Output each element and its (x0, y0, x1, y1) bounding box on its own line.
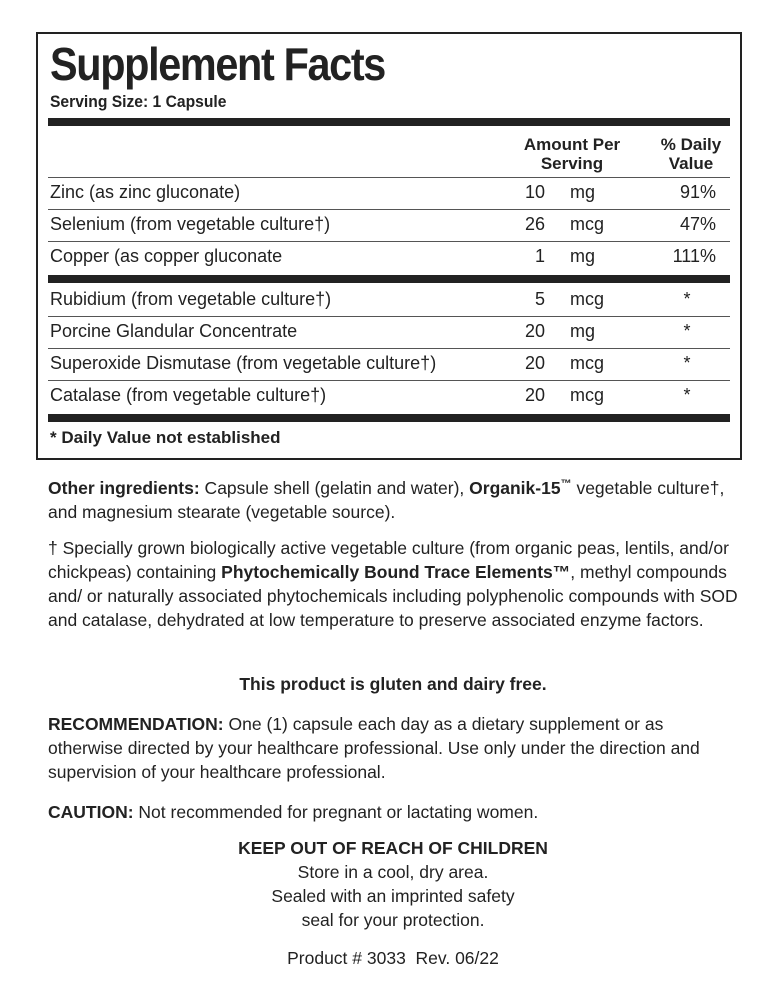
nutrient-amount: 20 (524, 353, 545, 373)
nutrient-daily-value: * (683, 353, 691, 373)
nutrient-unit: mcg (570, 289, 605, 309)
storage-block (48, 836, 738, 932)
nutrient-row (48, 209, 730, 240)
product-number: Product # 3033 Rev. 06/22 (287, 948, 499, 968)
nutrient-amount: 20 (524, 321, 545, 341)
nutrient-row (48, 284, 730, 315)
nutrient-row (48, 177, 730, 208)
group-thick-rule (48, 275, 730, 283)
nutrient-amount: 20 (524, 385, 545, 405)
nutrient-name: Catalase (from vegetable culture†) (50, 385, 327, 405)
storage-line: Sealed with an imprinted safety (271, 886, 515, 906)
dagger-note (48, 536, 738, 632)
serving-size: Serving Size: 1 Capsule (50, 92, 227, 111)
nutrient-daily-value: * (683, 289, 691, 309)
other-ingredients (48, 472, 738, 524)
nutrient-daily-value: 111% (672, 246, 716, 266)
nutrient-daily-value: * (683, 321, 691, 341)
recommendation-label: RECOMMENDATION: (48, 714, 224, 734)
supplement-facts-panel (36, 32, 742, 460)
caution-text: Not recommended for pregnant or lactating women. (133, 802, 539, 822)
nutrient-name: Superoxide Dismutase (from vegetable culture†) (50, 353, 437, 373)
organik-brand: Organik-15 (469, 477, 561, 498)
nutrient-unit: mg (570, 321, 596, 341)
storage-line: Store in a cool, dry area. (297, 862, 489, 882)
nutrient-row (48, 241, 730, 272)
nutrient-amount: 5 (534, 289, 545, 309)
nutrient-name: Copper (as copper gluconate (50, 246, 283, 266)
keep-out-warning: KEEP OUT OF REACH OF CHILDREN (238, 838, 548, 858)
top-thick-rule (48, 118, 730, 126)
nutrient-name: Zinc (as zinc gluconate) (50, 182, 241, 202)
other-ingredients-label: Other ingredients: (48, 477, 200, 498)
header-amount-line2: Serving (540, 154, 604, 173)
dagger-note-text2: , methyl compounds and/ or naturally associated phytochemicals including polyphenolic compounds with SOD and catalase, dehydrated at low temperature to preserve associated enzyme factors. (48, 562, 738, 630)
nutrient-unit: mg (570, 182, 596, 202)
nutrient-unit: mcg (570, 353, 605, 373)
nutrient-amount: 10 (524, 182, 545, 202)
trademark-mark: ™ (560, 478, 572, 490)
nutrient-unit: mcg (570, 214, 605, 234)
header-dv-line1: % Daily (660, 135, 722, 154)
dagger-note-bold: Phytochemically Bound Trace Elements™ (221, 562, 571, 582)
dagger-note-text1: † Specially grown biologically active vegetable culture (from organic peas, lentils, and/or chickpeas) containing (48, 538, 729, 582)
panel-title: Supplement Facts (50, 38, 385, 90)
other-ingredients-text2: vegetable culture†, and magnesium stearate (vegetable source). (48, 477, 725, 522)
nutrient-daily-value: * (683, 385, 691, 405)
other-ingredients-text1: Capsule shell (gelatin and water), (199, 477, 470, 498)
recommendation-text: One (1) capsule each day as a dietary supplement or as otherwise directed by your healthcare professional. Use only under the direction and supervision of your healthcare professional. (48, 714, 700, 782)
caution-label: CAUTION: (48, 802, 134, 822)
header-daily-value (652, 135, 730, 173)
header-amount-line1: Amount Per (523, 135, 621, 154)
nutrient-name: Rubidium (from vegetable culture†) (50, 289, 332, 309)
recommendation (48, 712, 738, 784)
daily-value-footnote: * Daily Value not established (50, 428, 281, 447)
header-amount-per-serving (520, 135, 624, 173)
nutrient-name: Selenium (from vegetable culture†) (50, 214, 331, 234)
nutrient-row (48, 316, 730, 347)
bottom-thick-rule (48, 414, 730, 422)
nutrient-amount: 1 (534, 246, 545, 266)
nutrient-amount: 26 (524, 214, 545, 234)
nutrient-unit: mg (570, 246, 596, 266)
header-dv-line2: Value (668, 154, 714, 173)
nutrient-unit: mcg (570, 385, 605, 405)
gluten-note: This product is gluten and dairy free. (239, 674, 547, 694)
caution (48, 800, 738, 824)
nutrient-name: Porcine Glandular Concentrate (50, 321, 298, 341)
nutrient-row (48, 380, 730, 411)
nutrient-row (48, 348, 730, 379)
storage-line: seal for your protection. (301, 910, 485, 930)
nutrient-daily-value: 47% (679, 214, 716, 234)
nutrient-daily-value: 91% (679, 182, 716, 202)
